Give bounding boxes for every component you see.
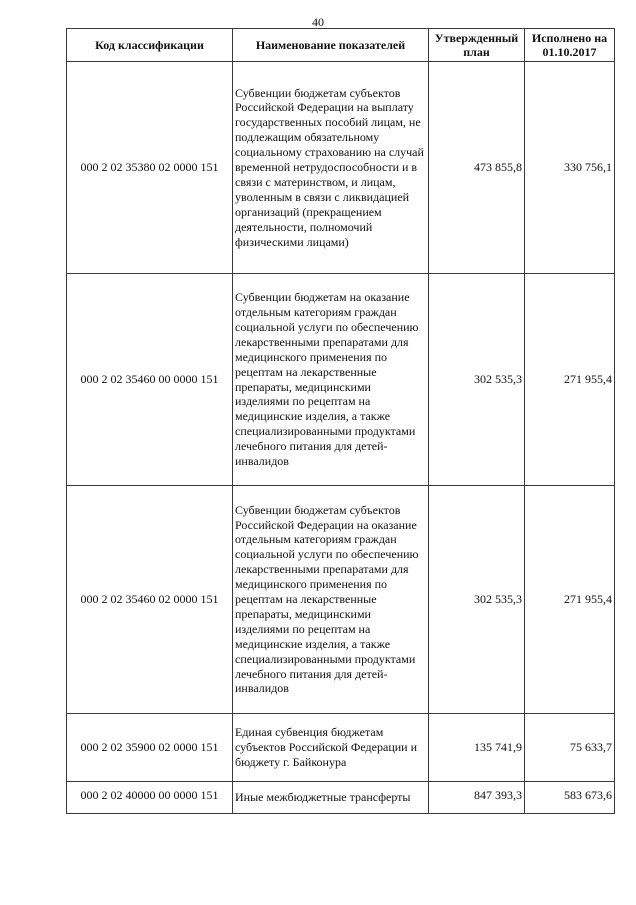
- table-row: [67, 714, 615, 782]
- row-plan: 302 535,3: [429, 486, 525, 714]
- row-code: 000 2 02 35900 02 0000 151: [67, 714, 233, 782]
- row-code: 000 2 02 35460 02 0000 151: [67, 486, 233, 714]
- row-name: Иные межбюджетные трансферты: [233, 782, 429, 814]
- header-plan: Утвержденный план: [429, 29, 525, 62]
- row-plan: 473 855,8: [429, 62, 525, 274]
- table-row: [67, 486, 615, 714]
- row-executed: 583 673,6: [525, 782, 615, 814]
- row-plan: 847 393,3: [429, 782, 525, 814]
- row-code: 000 2 02 35460 00 0000 151: [67, 274, 233, 486]
- header-name: Наименование показателей: [233, 29, 429, 62]
- table-row: [67, 274, 615, 486]
- budget-table: [66, 28, 615, 814]
- row-executed: 75 633,7: [525, 714, 615, 782]
- page-number: 40: [312, 15, 324, 29]
- row-plan: 135 741,9: [429, 714, 525, 782]
- table-header-row: [67, 29, 615, 62]
- table-row: [67, 62, 615, 274]
- row-name: Субвенции бюджетам субъектов Российской Федерации на выплату государственных пособий лицам, не подлежащим обязательному социальному страхованию на случай временной нетрудоспособности и в связи с материнством, и лицам, уволенным в связи с ликвидацией организаций (прекращением деятельности, полномочий физическими лицами): [233, 62, 429, 274]
- row-code: 000 2 02 35380 02 0000 151: [67, 62, 233, 274]
- row-name: Субвенции бюджетам на оказание отдельным категориям граждан социальной услуги по обеспечению лекарственными препаратами для медицинского применения по рецептам на лекарственные препараты, медицинскими изделиями по рецептам на медицинские изделия, а также специализированными продуктами лечебного питания для детей-инвалидов: [233, 274, 429, 486]
- header-executed: Исполнено на 01.10.2017: [525, 29, 615, 62]
- row-name: Единая субвенция бюджетам субъектов Российской Федерации и бюджету г. Байконура: [233, 714, 429, 782]
- row-code: 000 2 02 40000 00 0000 151: [67, 782, 233, 814]
- header-code: Код классификации: [67, 29, 233, 62]
- row-executed: 330 756,1: [525, 62, 615, 274]
- table-row: [67, 782, 615, 814]
- row-executed: 271 955,4: [525, 274, 615, 486]
- row-executed: 271 955,4: [525, 486, 615, 714]
- row-plan: 302 535,3: [429, 274, 525, 486]
- row-name: Субвенции бюджетам субъектов Российской Федерации на оказание отдельным категориям граждан социальной услуги по обеспечению лекарственными препаратами для медицинского применения по рецептам на лекарственные препараты, медицинскими изделиями по рецептам на медицинские изделия, а также специализированными продуктами лечебного питания для детей-инвалидов: [233, 486, 429, 714]
